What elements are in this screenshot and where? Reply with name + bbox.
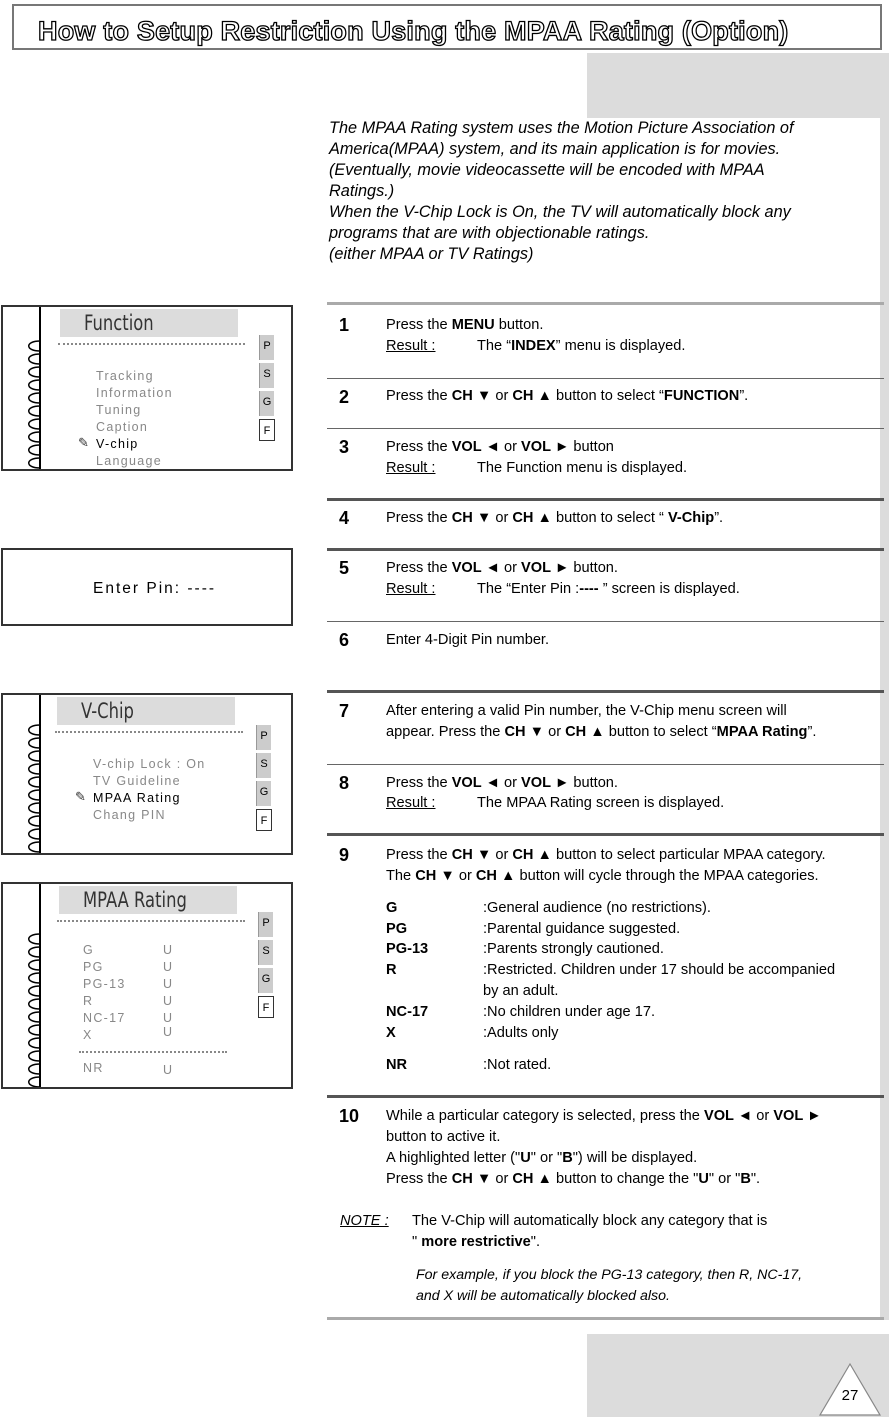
menu-title: Function	[84, 311, 154, 335]
menu-title: MPAA Rating	[83, 888, 187, 912]
tab-p[interactable]: P	[256, 725, 271, 750]
menu-item-v-chip[interactable]: V-chip	[96, 437, 139, 451]
result-label: Result :	[386, 338, 436, 354]
category-desc: :Not rated.	[483, 1057, 552, 1073]
menu-header	[59, 886, 237, 914]
step-instruction: Enter 4-Digit Pin number.	[386, 632, 550, 648]
pencil-icon: ✎	[78, 435, 89, 450]
tab-s[interactable]: S	[256, 753, 271, 778]
step-result: The “INDEX” menu is displayed.	[477, 338, 686, 354]
menu-item-mpaa-rating[interactable]: MPAA Rating	[93, 791, 181, 805]
dotted-divider	[57, 920, 245, 922]
note-text: The V-Chip will automatically block any category that is	[412, 1213, 768, 1229]
note-text: " more restrictive".	[412, 1234, 541, 1250]
step-5	[327, 551, 884, 622]
step-instruction: After entering a valid Pin number, the V-Chip menu screen will	[386, 703, 787, 719]
spiral-binding	[3, 307, 53, 471]
rating-code[interactable]: NC-17	[83, 1011, 126, 1025]
rating-code[interactable]: X	[83, 1028, 93, 1042]
category-desc: :Parents strongly cautioned.	[483, 941, 664, 957]
tab-s[interactable]: S	[259, 363, 274, 388]
category-desc: :Restricted. Children under 17 should be accompanied	[483, 962, 836, 978]
step-number: 8	[339, 773, 350, 793]
menu-header	[60, 309, 238, 337]
tab-g[interactable]: G	[256, 781, 271, 806]
result-label: Result :	[386, 795, 436, 811]
menu-item-caption[interactable]: Caption	[96, 420, 149, 434]
tab-g[interactable]: G	[259, 391, 274, 416]
step-instruction: Press the VOL ◄ or VOL ► button	[386, 439, 614, 455]
step-number: 1	[339, 315, 350, 335]
step-number: 6	[339, 630, 350, 650]
step-instruction: Press the VOL ◄ or VOL ► button.	[386, 775, 618, 791]
note-example: and X will be automatically blocked also.	[416, 1288, 670, 1304]
rating-code[interactable]: PG-13	[83, 977, 126, 991]
intro-line: Ratings.)	[329, 182, 395, 200]
enter-pin-panel	[1, 548, 293, 626]
tab-f[interactable]: F	[256, 809, 272, 831]
rating-code[interactable]: NR	[83, 1061, 104, 1075]
menu-item-change-pin[interactable]: Chang PIN	[93, 808, 166, 822]
step-2	[327, 379, 884, 429]
vchip-menu-panel	[1, 693, 293, 855]
page-number: 27	[841, 1387, 859, 1404]
rating-lock-status[interactable]: U	[163, 1063, 174, 1077]
category-code: NR	[386, 1057, 408, 1073]
intro-line: (Eventually, movie videocassette will be encoded with MPAA	[329, 161, 765, 179]
tab-s[interactable]: S	[258, 940, 273, 965]
function-menu-panel	[1, 305, 293, 471]
dotted-divider	[55, 731, 243, 733]
step-7	[327, 693, 884, 765]
category-code: PG-13	[386, 941, 429, 957]
rating-lock-status[interactable]: U	[163, 960, 174, 974]
step-3	[327, 429, 884, 501]
tab-p[interactable]: P	[258, 912, 273, 937]
tab-f[interactable]: F	[258, 996, 274, 1018]
intro-line: The MPAA Rating system uses the Motion Picture Association of	[329, 119, 794, 137]
spiral-binding	[3, 695, 53, 855]
step-result: The MPAA Rating screen is displayed.	[477, 795, 725, 811]
step-instruction: appear. Press the CH ▼ or CH ▲ button to select “MPAA Rating”.	[386, 724, 817, 740]
rating-lock-status[interactable]: U	[163, 1011, 174, 1025]
step-instruction: button to active it.	[386, 1129, 501, 1145]
rating-lock-status[interactable]: U	[163, 1025, 174, 1039]
menu-item-information[interactable]: Information	[96, 386, 173, 400]
step-4	[327, 501, 884, 551]
page-title: How to Setup Restriction Using the MPAA Rating (Option)	[38, 16, 789, 46]
rating-lock-status[interactable]: U	[163, 977, 174, 991]
intro-line: (either MPAA or TV Ratings)	[329, 245, 534, 263]
step-instruction: Press the CH ▼ or CH ▲ button to change the "U" or "B".	[386, 1171, 761, 1187]
enter-pin-text: Enter Pin: ----	[93, 580, 217, 597]
category-desc: :No children under age 17.	[483, 1004, 655, 1020]
rating-lock-status[interactable]: U	[163, 943, 174, 957]
step-10	[327, 1098, 884, 1320]
rating-lock-status[interactable]: U	[163, 994, 174, 1008]
step-result: The “Enter Pin :---- ” screen is displayed.	[477, 581, 740, 597]
category-code: G	[386, 900, 398, 916]
step-8	[327, 765, 884, 836]
category-code: PG	[386, 921, 408, 937]
intro-line: programs that are with objectionable ratings.	[329, 224, 650, 242]
tab-f[interactable]: F	[259, 419, 275, 441]
title-box	[12, 4, 882, 50]
rating-code[interactable]: PG	[83, 960, 104, 974]
category-desc: by an adult.	[483, 983, 559, 999]
tab-g[interactable]: G	[258, 968, 273, 993]
gray-band-top	[587, 53, 889, 118]
intro-line: When the V-Chip Lock is On, the TV will automatically block any	[329, 203, 791, 221]
step-instruction: Press the CH ▼ or CH ▲ button to select particular MPAA category.	[386, 847, 826, 863]
menu-item-tuning[interactable]: Tuning	[96, 403, 142, 417]
note-label: NOTE :	[340, 1213, 389, 1229]
rating-code[interactable]: R	[83, 994, 94, 1008]
step-result: The Function menu is displayed.	[477, 460, 688, 476]
step-instruction: Press the CH ▼ or CH ▲ button to select “FUNCTION”.	[386, 388, 749, 404]
step-number: 2	[339, 387, 350, 407]
intro-text	[329, 118, 877, 265]
step-instruction: Press the CH ▼ or CH ▲ button to select “ V-Chip”.	[386, 510, 724, 526]
step-6	[327, 622, 884, 693]
category-desc: :Parental guidance suggested.	[483, 921, 681, 937]
rating-code[interactable]: G	[83, 943, 95, 957]
result-label: Result :	[386, 460, 436, 476]
step-1	[327, 305, 884, 379]
step-instruction: Press the VOL ◄ or VOL ► button.	[386, 560, 618, 576]
step-instruction: The CH ▼ or CH ▲ button will cycle through the MPAA categories.	[386, 868, 819, 884]
step-instruction: While a particular category is selected, press the VOL ◄ or VOL ►	[386, 1108, 822, 1124]
pencil-icon: ✎	[75, 789, 86, 804]
menu-item-tv-guideline[interactable]: TV Guideline	[93, 774, 181, 788]
spiral-binding	[3, 884, 53, 1089]
step-instruction: A highlighted letter ("U" or "B") will be displayed.	[386, 1150, 698, 1166]
step-number: 10	[339, 1106, 360, 1126]
note-example: For example, if you block the PG-13 category, then R, NC-17,	[416, 1267, 803, 1283]
intro-line: America(MPAA) system, and its main application is for movies.	[329, 140, 781, 158]
dotted-divider	[58, 343, 245, 345]
result-label: Result :	[386, 581, 436, 597]
step-instruction: Press the MENU button.	[386, 317, 544, 333]
step-9	[327, 836, 884, 1098]
step-number: 9	[339, 845, 350, 865]
category-code: NC-17	[386, 1004, 429, 1020]
tab-p[interactable]: P	[259, 335, 274, 360]
menu-item-tracking[interactable]: Tracking	[96, 369, 154, 383]
category-desc: :General audience (no restrictions).	[483, 900, 711, 916]
category-desc: :Adults only	[483, 1025, 559, 1041]
step-number: 5	[339, 558, 350, 578]
dotted-divider	[79, 1051, 227, 1053]
menu-item-language[interactable]: Language	[96, 454, 163, 468]
step-number: 3	[339, 437, 350, 457]
mpaa-rating-panel	[1, 882, 293, 1089]
step-number: 4	[339, 508, 350, 528]
menu-item-vchip-lock[interactable]: V-chip Lock : On	[93, 757, 206, 771]
category-code: X	[386, 1025, 396, 1041]
step-number: 7	[339, 701, 350, 721]
menu-header	[57, 697, 235, 725]
menu-title: V-Chip	[81, 699, 134, 723]
category-code: R	[386, 962, 397, 978]
